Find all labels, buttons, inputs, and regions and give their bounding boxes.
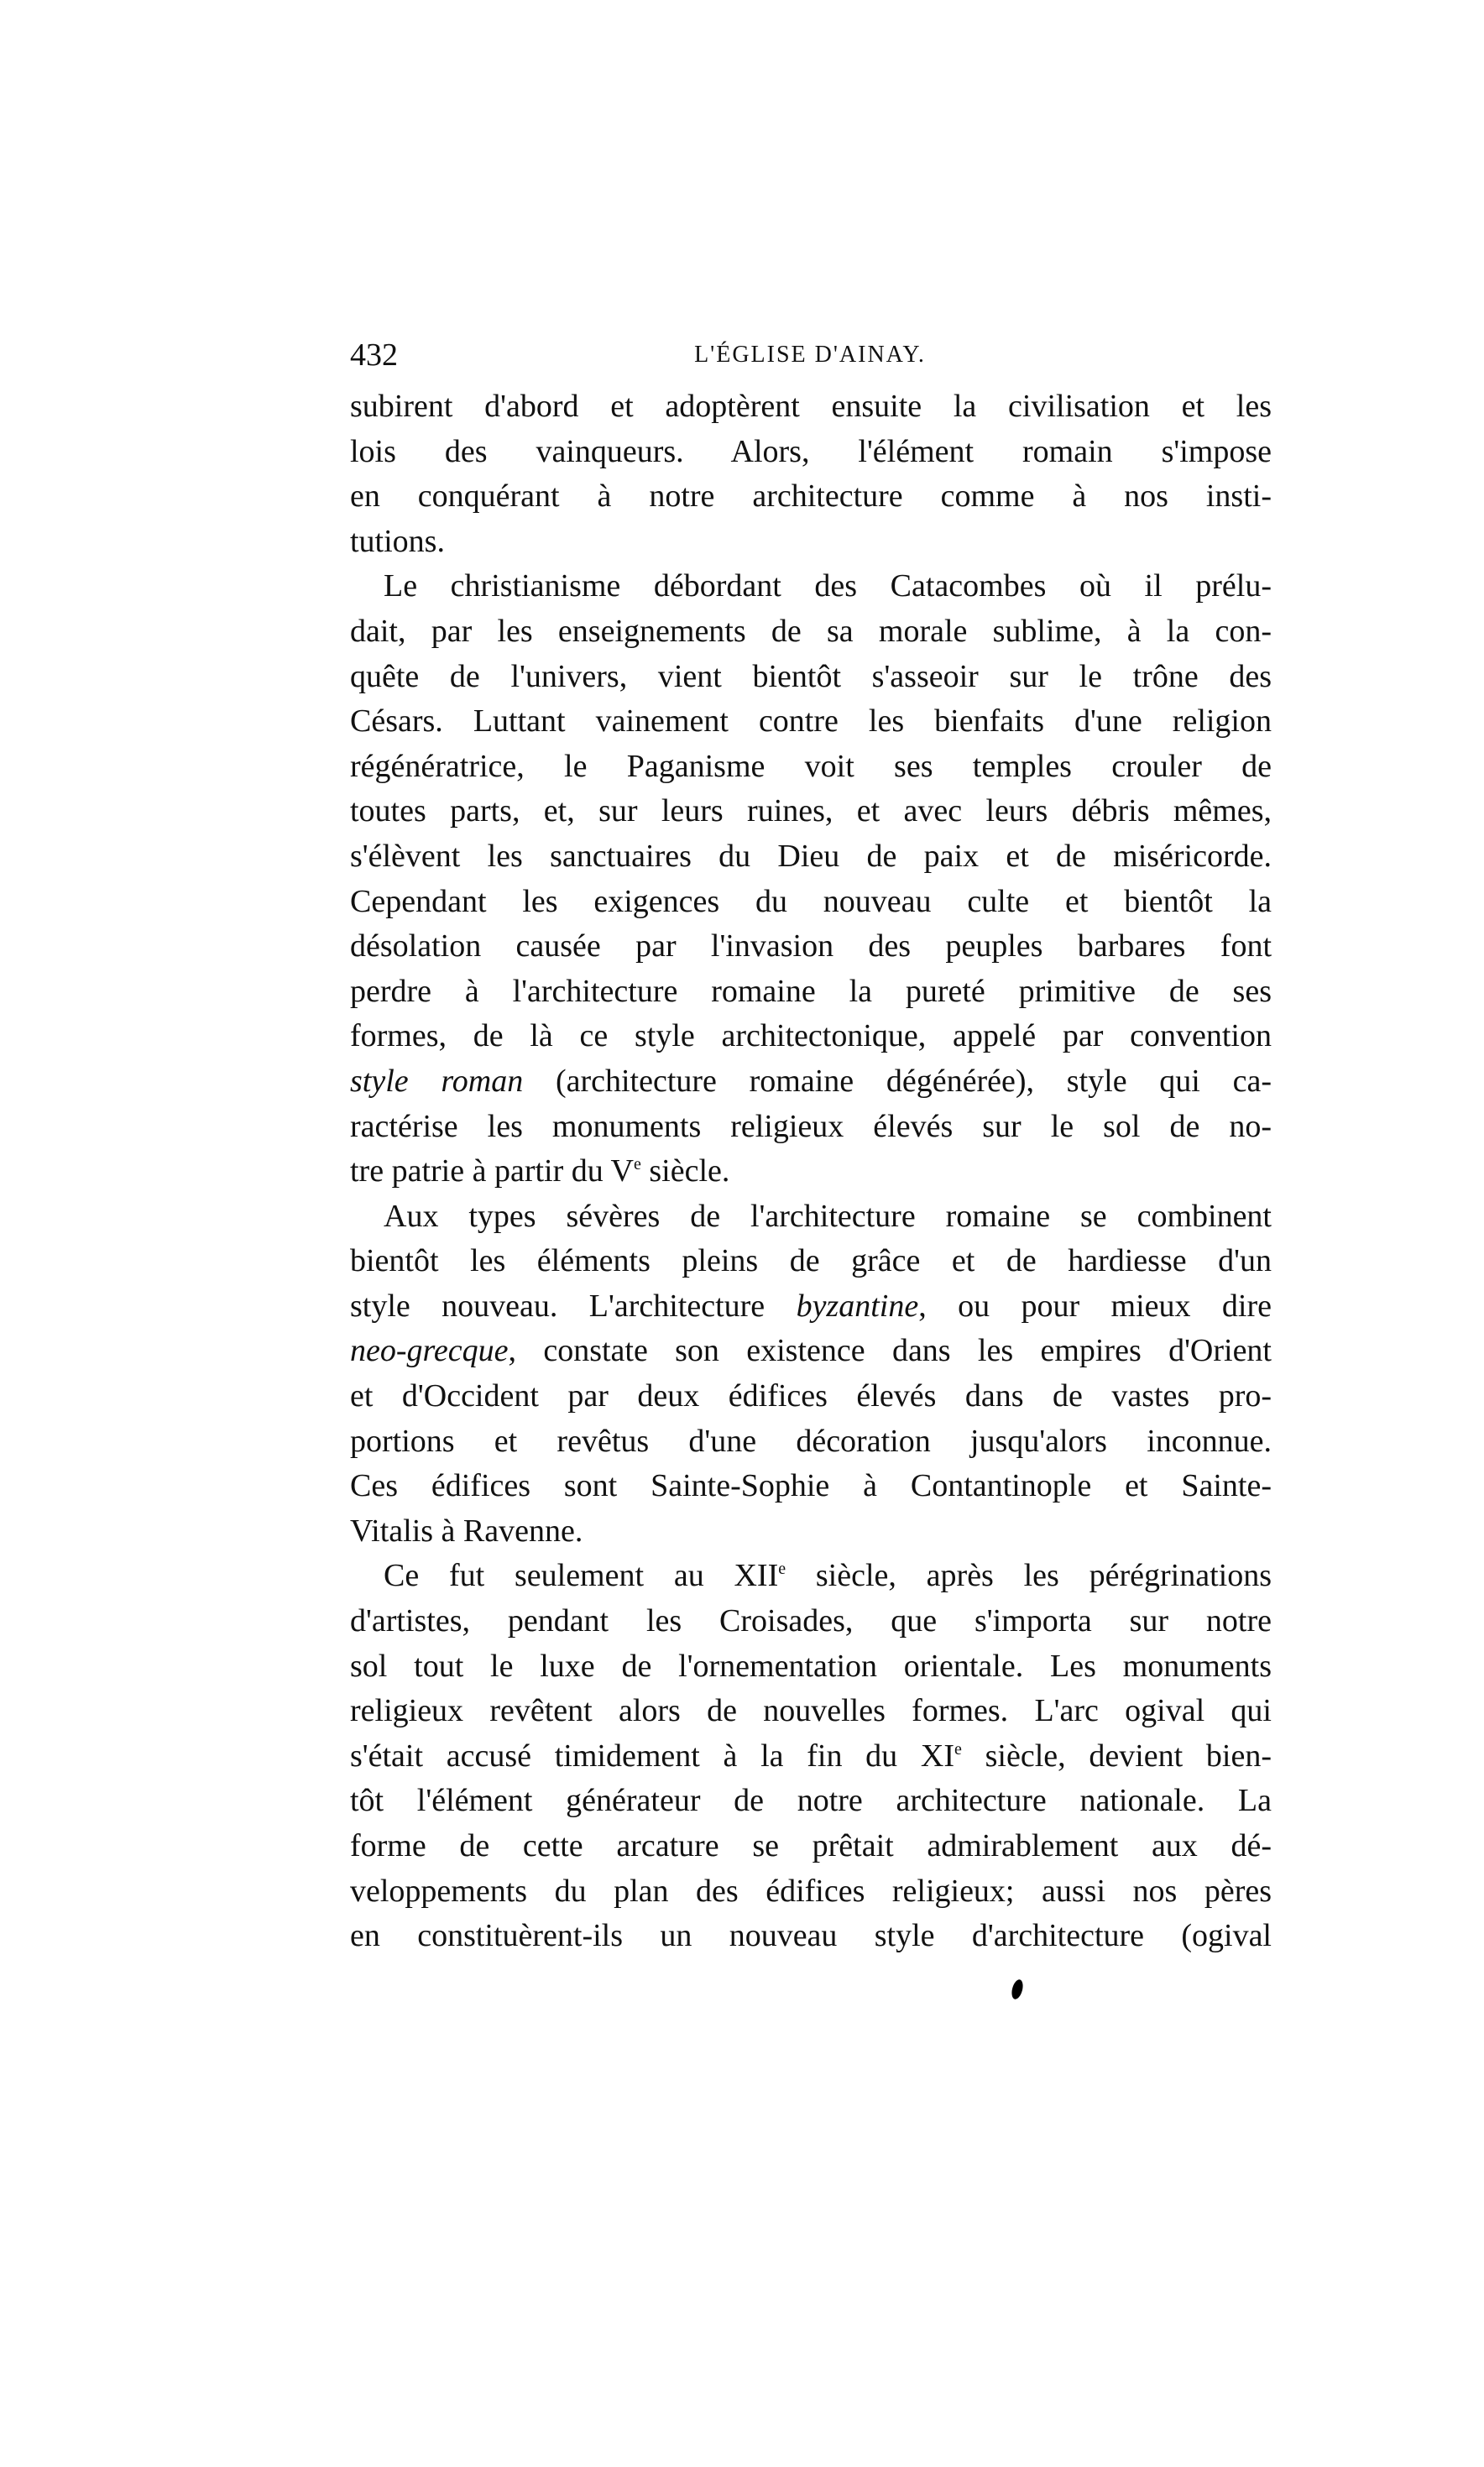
text-line [350, 474, 1272, 520]
italic-text: style roman [350, 1063, 524, 1099]
text-segment: s'élèvent les sanctuaires du Dieu de paix et de miséricorde. [350, 838, 1272, 874]
text-segment: d'artistes, pendant les Croisades, que s'importa sur notre [350, 1603, 1272, 1639]
text-line [350, 1374, 1272, 1419]
text-segment: religieux revêtent alors de nouvelles formes. L'arc ogival qui [350, 1693, 1272, 1729]
text-segment: (architecture romaine dégénérée), style qui ca- [523, 1063, 1272, 1099]
text-segment: perdre à l'architecture romaine la pureté primitive de ses [350, 973, 1272, 1009]
text-segment: tutions. [350, 523, 445, 559]
text-line [350, 1824, 1272, 1869]
text-segment: siècle. [640, 1153, 730, 1189]
text-line [350, 1329, 1272, 1374]
text-line [350, 1734, 1272, 1780]
text-segment: formes, de là ce style architectonique, appelé par convention [350, 1018, 1272, 1054]
text-segment: veloppements du plan des édifices religieux; aussi nos pères [350, 1873, 1272, 1909]
text-segment: Césars. Luttant vainement contre les bienfaits d'une religion [350, 703, 1272, 740]
text-segment: Aux types sévères de l'architecture romaine se combinent [384, 1198, 1272, 1234]
italic-text: neo-grecque [350, 1333, 509, 1369]
text-line [350, 1284, 1272, 1330]
text-segment: ractérise les monuments religieux élevés sur le sol de no- [350, 1108, 1272, 1144]
text-segment: toutes parts, et, sur leurs ruines, et avec leurs débris mêmes, [350, 793, 1272, 829]
text-line [350, 1869, 1272, 1915]
text-line [350, 609, 1272, 655]
text-line [350, 1644, 1272, 1690]
text-line [350, 520, 1272, 565]
text-segment: Cependant les exigences du nouveau culte et bientôt la [350, 883, 1272, 919]
text-segment: Vitalis à Ravenne. [350, 1513, 583, 1549]
text-segment: , constate son existence dans les empires d'Orient [508, 1333, 1272, 1369]
text-segment: style nouveau. L'architecture [350, 1288, 797, 1324]
text-line [350, 564, 1272, 609]
text-line [350, 1689, 1272, 1734]
text-segment: dait, par les enseignements de sa morale sublime, à la con- [350, 613, 1272, 649]
text-line [350, 834, 1272, 880]
text-line [350, 745, 1272, 790]
text-line [350, 1014, 1272, 1059]
running-title: L'ÉGLISE D'AINAY. [694, 342, 926, 368]
text-line [350, 880, 1272, 925]
text-line [350, 1149, 1272, 1194]
body-text [350, 384, 1272, 1959]
text-segment: en constituèrent-ils un nouveau style d'architecture (ogival [350, 1918, 1272, 1954]
text-line [350, 1779, 1272, 1824]
superscript: e [778, 1560, 786, 1579]
text-segment: Ce fut seulement au XII [384, 1558, 779, 1594]
italic-text: byzantine [796, 1288, 919, 1324]
superscript: e [634, 1155, 641, 1174]
text-line [350, 699, 1272, 745]
text-segment: Ces édifices sont Sainte-Sophie à Contantinople et Sainte- [350, 1468, 1272, 1504]
text-line [350, 655, 1272, 700]
text-line [350, 1554, 1272, 1599]
text-line [350, 789, 1272, 834]
text-line [350, 970, 1272, 1015]
text-line [350, 1059, 1272, 1105]
text-segment: siècle, devient bien- [961, 1738, 1272, 1774]
text-segment: subirent d'abord et adoptèrent ensuite la civilisation et les [350, 389, 1272, 424]
text-segment: portions et revêtus d'une décoration jusqu'alors inconnue. [350, 1423, 1272, 1459]
text-segment: tôt l'élément générateur de notre architecture nationale. La [350, 1783, 1272, 1819]
text-segment: sol tout le luxe de l'ornementation orientale. Les monuments [350, 1648, 1272, 1684]
text-segment: en conquérant à notre architecture comme à nos insti- [350, 478, 1272, 515]
text-segment: bientôt les éléments pleins de grâce et de hardiesse d'un [350, 1243, 1272, 1279]
text-line [350, 1194, 1272, 1240]
text-segment: s'était accusé timidement à la fin du XI [350, 1738, 955, 1774]
text-line [350, 1419, 1272, 1465]
text-line [350, 1239, 1272, 1284]
text-segment: tre patrie à partir du V [350, 1153, 634, 1189]
text-line [350, 1464, 1272, 1509]
superscript: e [954, 1739, 962, 1759]
text-segment: quête de l'univers, vient bientôt s'asseoir sur le trône des [350, 658, 1272, 694]
text-segment: régénératrice, le Paganisme voit ses temples crouler de [350, 748, 1272, 784]
text-segment: désolation causée par l'invasion des peuples barbares font [350, 928, 1272, 964]
text-line [350, 430, 1272, 475]
text-segment: siècle, après les pérégrinations [786, 1558, 1272, 1594]
text-line [350, 384, 1272, 430]
text-line [350, 1599, 1272, 1644]
text-segment: et d'Occident par deux édifices élevés dans de vastes pro- [350, 1378, 1272, 1414]
ink-blot [1010, 1978, 1025, 2000]
text-line [350, 924, 1272, 970]
text-line [350, 1105, 1272, 1150]
text-segment: Le christianisme débordant des Catacombes où il prélu- [384, 568, 1272, 604]
page-number: 432 [350, 337, 398, 373]
text-segment: , ou pour mieux dire [918, 1288, 1272, 1324]
text-segment: lois des vainqueurs. Alors, l'élément romain s'impose [350, 433, 1272, 469]
text-segment: forme de cette arcature se prêtait admirablement aux dé- [350, 1828, 1272, 1863]
text-line [350, 1509, 1272, 1555]
text-line [350, 1914, 1272, 1959]
